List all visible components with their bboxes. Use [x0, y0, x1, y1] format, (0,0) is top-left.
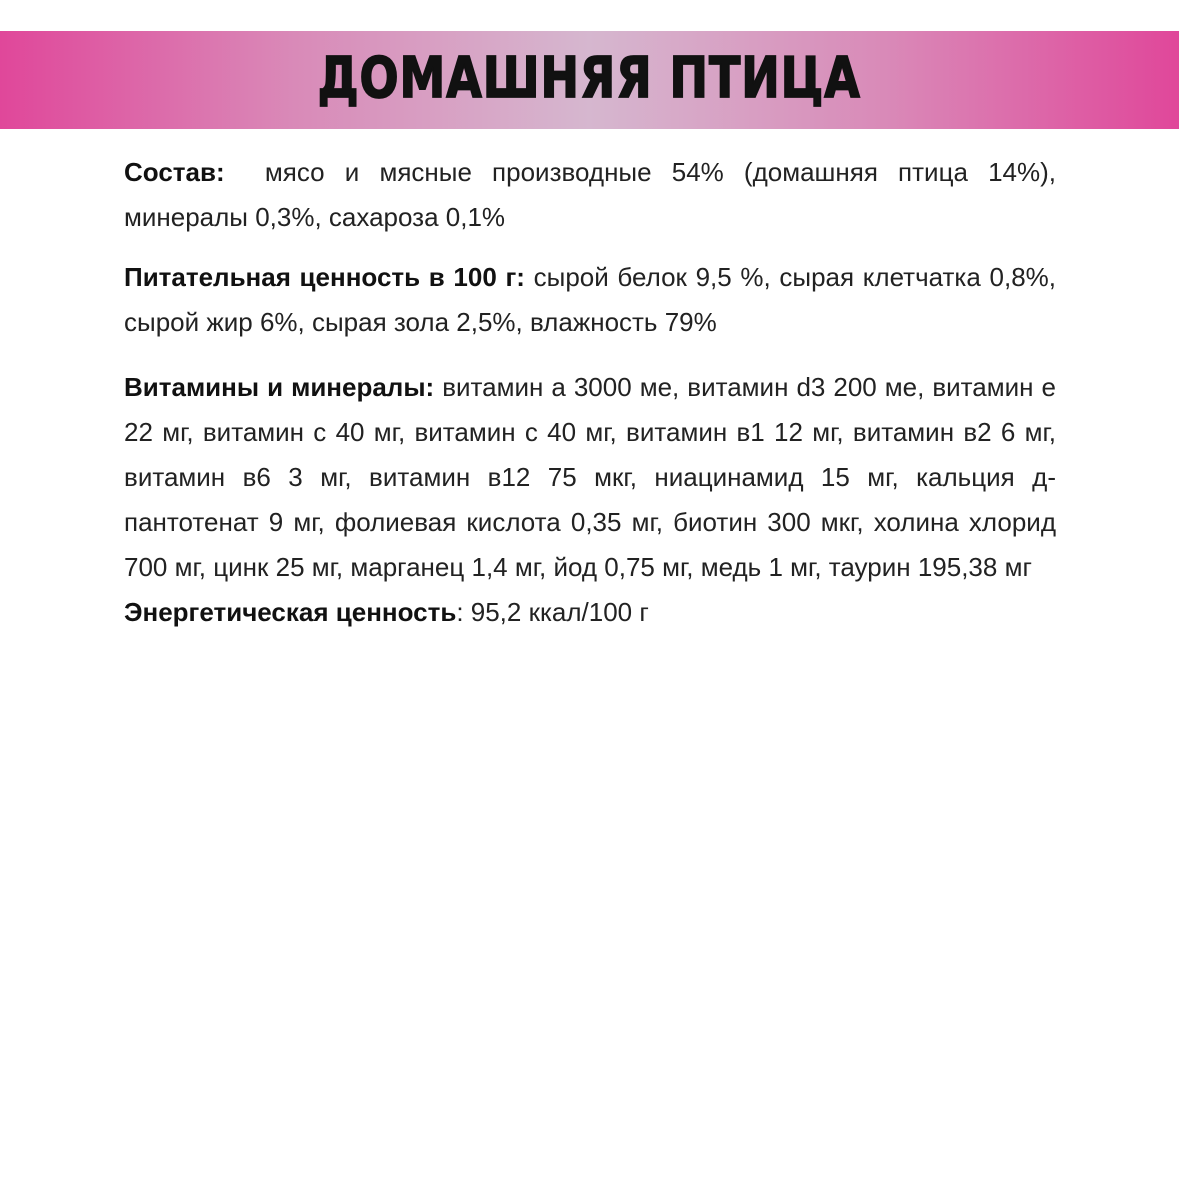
energy-paragraph	[124, 590, 1056, 635]
vitamins-text: витамин а 3000 ме, витамин d3 200 ме, витамин е 22 мг, витамин с 40 мг, витамин с 40 мг, витамин в1 12 мг, витамин в2 6 мг, витамин в6 3 мг, витамин в12 75 мкг, ниацинамид 15 мг, кальция д-пантотенат 9 мг, фолиевая кислота 0,35 мг, биотин 300 мкг, холина хлорид 700 мг, цинк 25 мг, марганец 1,4 мг, йод 0,75 мг, медь 1 мг, таурин 195,38 мг	[124, 372, 1056, 582]
composition-label: Состав:	[124, 157, 225, 187]
composition-paragraph	[124, 150, 1056, 240]
vitamins-label: Витамины и минералы:	[124, 372, 435, 402]
nutrition-label: Питательная ценность в 100 г:	[124, 262, 525, 292]
vitamins-paragraph	[124, 365, 1056, 590]
header-banner	[0, 31, 1179, 129]
composition-text: мясо и мясные производные 54% (домашняя птица 14%), минералы 0,3%, сахароза 0,1%	[124, 157, 1056, 232]
product-info	[124, 150, 1056, 635]
page-title: ДОМАШНЯЯ ПТИЦА	[317, 45, 862, 111]
nutrition-text: сырой белок 9,5 %, сырая клетчатка 0,8%, сырой жир 6%, сырая зола 2,5%, влажность 79%	[124, 262, 1056, 337]
energy-text: : 95,2 ккал/100 г	[456, 597, 649, 627]
energy-label: Энергетическая ценность	[124, 597, 457, 627]
nutrition-paragraph	[124, 255, 1056, 345]
